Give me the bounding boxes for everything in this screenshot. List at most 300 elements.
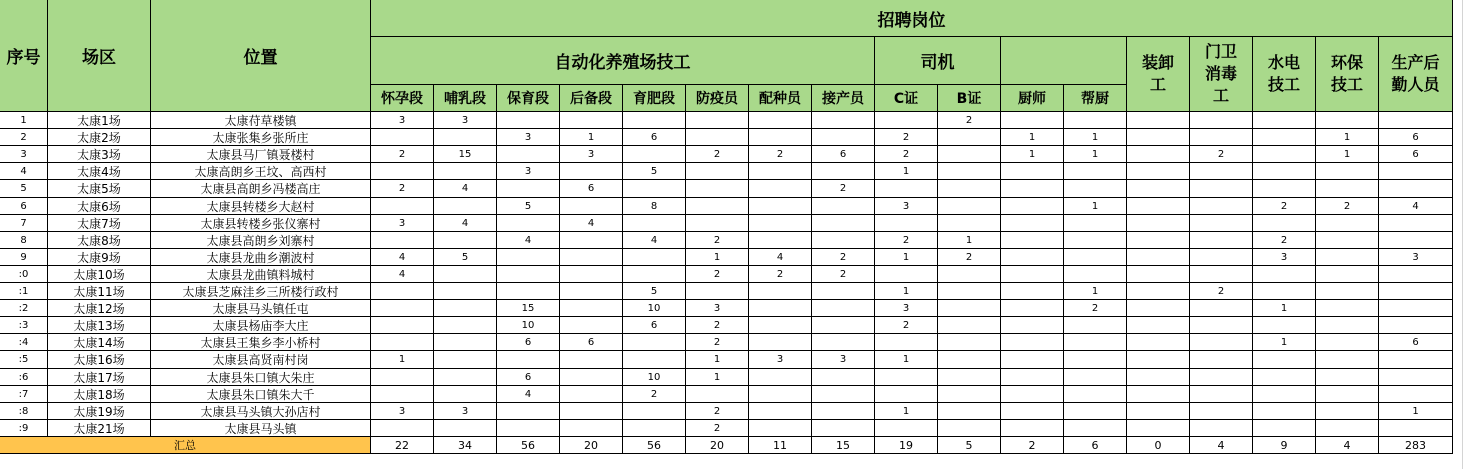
cell-value[interactable] — [371, 283, 434, 300]
cell-value[interactable] — [1190, 112, 1253, 129]
cell-value[interactable] — [875, 112, 938, 129]
cell-value[interactable] — [434, 369, 497, 386]
cell-value[interactable] — [938, 386, 1001, 403]
cell-value[interactable] — [749, 283, 812, 300]
cell-value[interactable] — [686, 112, 749, 129]
cell-value[interactable] — [1127, 317, 1190, 334]
cell-value[interactable] — [938, 369, 1001, 386]
cell-value[interactable] — [875, 215, 938, 232]
cell-value[interactable] — [434, 351, 497, 369]
cell-value[interactable] — [1127, 198, 1190, 215]
cell-value[interactable] — [812, 215, 875, 232]
cell-value[interactable] — [1064, 403, 1127, 420]
cell-area[interactable]: 太康18场 — [48, 386, 151, 403]
cell-value[interactable] — [1001, 317, 1064, 334]
cell-seq[interactable]: :9 — [0, 420, 48, 437]
cell-value[interactable] — [623, 215, 686, 232]
summary-value[interactable]: 283 — [1379, 437, 1453, 454]
summary-value[interactable]: 22 — [371, 437, 434, 454]
cell-value[interactable] — [1064, 351, 1127, 369]
header-loader[interactable]: 装卸工 — [1127, 37, 1190, 112]
cell-value[interactable]: 2 — [686, 420, 749, 437]
cell-value[interactable] — [1190, 129, 1253, 146]
cell-value[interactable] — [1064, 163, 1127, 180]
header-sub-7[interactable]: 接产员 — [812, 85, 875, 112]
cell-value[interactable] — [1127, 249, 1190, 266]
cell-seq[interactable]: :2 — [0, 300, 48, 317]
cell-value[interactable] — [371, 334, 434, 351]
header-area[interactable]: 场区 — [48, 0, 151, 112]
cell-value[interactable] — [938, 283, 1001, 300]
cell-value[interactable]: 5 — [623, 283, 686, 300]
cell-value[interactable]: 2 — [686, 334, 749, 351]
summary-value[interactable]: 34 — [434, 437, 497, 454]
cell-value[interactable] — [1379, 180, 1453, 198]
cell-value[interactable]: 2 — [1253, 232, 1316, 249]
cell-value[interactable] — [434, 420, 497, 437]
cell-value[interactable] — [434, 300, 497, 317]
cell-value[interactable]: 5 — [434, 249, 497, 266]
cell-value[interactable] — [1316, 420, 1379, 437]
cell-value[interactable]: 3 — [497, 129, 560, 146]
cell-value[interactable] — [1316, 300, 1379, 317]
cell-value[interactable] — [560, 386, 623, 403]
cell-value[interactable] — [1190, 249, 1253, 266]
cell-value[interactable]: 1 — [1253, 300, 1316, 317]
cell-value[interactable] — [1190, 420, 1253, 437]
cell-value[interactable]: 2 — [1316, 198, 1379, 215]
cell-area[interactable]: 太康17场 — [48, 369, 151, 386]
cell-value[interactable]: 1 — [875, 163, 938, 180]
cell-value[interactable] — [1379, 351, 1453, 369]
cell-value[interactable] — [749, 420, 812, 437]
cell-value[interactable]: 3 — [497, 163, 560, 180]
cell-value[interactable] — [1064, 249, 1127, 266]
cell-value[interactable] — [560, 283, 623, 300]
cell-location[interactable]: 太康县转楼乡大赵村 — [151, 198, 371, 215]
cell-value[interactable] — [938, 300, 1001, 317]
cell-value[interactable] — [875, 369, 938, 386]
cell-value[interactable]: 2 — [812, 180, 875, 198]
cell-value[interactable] — [1379, 215, 1453, 232]
cell-location[interactable]: 太康苻草楼镇 — [151, 112, 371, 129]
cell-value[interactable]: 1 — [686, 369, 749, 386]
cell-location[interactable]: 太康县马头镇 — [151, 420, 371, 437]
cell-value[interactable]: 3 — [749, 351, 812, 369]
cell-value[interactable] — [1127, 112, 1190, 129]
cell-value[interactable] — [1253, 317, 1316, 334]
summary-value[interactable]: 9 — [1253, 437, 1316, 454]
cell-value[interactable] — [749, 215, 812, 232]
cell-value[interactable]: 2 — [371, 180, 434, 198]
cell-seq[interactable]: :3 — [0, 317, 48, 334]
cell-value[interactable] — [1064, 112, 1127, 129]
cell-value[interactable] — [938, 163, 1001, 180]
cell-value[interactable] — [1001, 369, 1064, 386]
cell-value[interactable] — [1316, 180, 1379, 198]
cell-value[interactable]: 1 — [1064, 129, 1127, 146]
cell-seq[interactable]: :7 — [0, 386, 48, 403]
cell-value[interactable] — [434, 283, 497, 300]
cell-value[interactable] — [371, 198, 434, 215]
cell-value[interactable] — [560, 112, 623, 129]
cell-value[interactable]: 2 — [686, 403, 749, 420]
cell-value[interactable] — [623, 112, 686, 129]
cell-value[interactable] — [1127, 215, 1190, 232]
cell-value[interactable] — [938, 351, 1001, 369]
header-sub-10[interactable]: 厨师 — [1001, 85, 1064, 112]
cell-area[interactable]: 太康1场 — [48, 112, 151, 129]
cell-value[interactable] — [1190, 300, 1253, 317]
cell-value[interactable] — [1127, 351, 1190, 369]
cell-value[interactable] — [371, 163, 434, 180]
cell-value[interactable] — [1001, 215, 1064, 232]
cell-value[interactable]: 2 — [623, 386, 686, 403]
cell-value[interactable] — [686, 163, 749, 180]
cell-value[interactable] — [434, 163, 497, 180]
cell-value[interactable]: 5 — [623, 163, 686, 180]
cell-value[interactable] — [1379, 369, 1453, 386]
cell-value[interactable] — [1316, 112, 1379, 129]
summary-value[interactable]: 20 — [686, 437, 749, 454]
cell-value[interactable] — [1379, 232, 1453, 249]
cell-value[interactable]: 2 — [1190, 283, 1253, 300]
cell-value[interactable] — [1001, 300, 1064, 317]
cell-value[interactable] — [1190, 266, 1253, 283]
cell-value[interactable] — [1001, 420, 1064, 437]
cell-value[interactable] — [938, 317, 1001, 334]
cell-value[interactable]: 1 — [1316, 146, 1379, 163]
cell-value[interactable]: 2 — [938, 112, 1001, 129]
cell-value[interactable]: 1 — [1001, 146, 1064, 163]
cell-value[interactable] — [1379, 300, 1453, 317]
cell-value[interactable]: 1 — [1001, 129, 1064, 146]
cell-value[interactable] — [1127, 146, 1190, 163]
cell-seq[interactable]: :6 — [0, 369, 48, 386]
cell-area[interactable]: 太康7场 — [48, 215, 151, 232]
cell-value[interactable]: 2 — [749, 146, 812, 163]
cell-value[interactable] — [1253, 163, 1316, 180]
cell-value[interactable]: 1 — [1316, 129, 1379, 146]
header-location[interactable]: 位置 — [151, 0, 371, 112]
cell-area[interactable]: 太康2场 — [48, 129, 151, 146]
cell-seq[interactable]: 4 — [0, 163, 48, 180]
cell-value[interactable] — [938, 198, 1001, 215]
cell-value[interactable]: 1 — [1064, 198, 1127, 215]
header-sub-1[interactable]: 哺乳段 — [434, 85, 497, 112]
cell-value[interactable] — [1127, 334, 1190, 351]
cell-value[interactable] — [1190, 215, 1253, 232]
cell-seq[interactable]: 3 — [0, 146, 48, 163]
cell-value[interactable]: 2 — [812, 249, 875, 266]
cell-value[interactable] — [749, 300, 812, 317]
cell-value[interactable] — [371, 129, 434, 146]
cell-value[interactable]: 2 — [812, 266, 875, 283]
cell-value[interactable]: 3 — [1253, 249, 1316, 266]
cell-value[interactable] — [434, 198, 497, 215]
cell-value[interactable] — [1316, 334, 1379, 351]
cell-value[interactable] — [371, 232, 434, 249]
cell-value[interactable]: 4 — [560, 215, 623, 232]
cell-value[interactable]: 6 — [497, 334, 560, 351]
cell-value[interactable] — [812, 369, 875, 386]
cell-value[interactable] — [1253, 112, 1316, 129]
cell-value[interactable]: 2 — [686, 317, 749, 334]
cell-value[interactable] — [1253, 386, 1316, 403]
cell-value[interactable] — [1379, 112, 1453, 129]
cell-value[interactable] — [560, 403, 623, 420]
cell-value[interactable] — [1064, 266, 1127, 283]
cell-seq[interactable]: 2 — [0, 129, 48, 146]
cell-value[interactable] — [434, 266, 497, 283]
summary-value[interactable]: 4 — [1190, 437, 1253, 454]
cell-value[interactable] — [1127, 232, 1190, 249]
cell-value[interactable] — [1379, 163, 1453, 180]
cell-value[interactable] — [1064, 386, 1127, 403]
cell-value[interactable] — [1190, 317, 1253, 334]
cell-value[interactable]: 15 — [497, 300, 560, 317]
cell-value[interactable] — [686, 215, 749, 232]
cell-value[interactable] — [1127, 369, 1190, 386]
cell-seq[interactable]: 5 — [0, 180, 48, 198]
cell-value[interactable] — [686, 386, 749, 403]
cell-value[interactable] — [1379, 386, 1453, 403]
cell-value[interactable] — [497, 420, 560, 437]
cell-value[interactable] — [497, 180, 560, 198]
cell-seq[interactable]: 7 — [0, 215, 48, 232]
cell-value[interactable] — [1253, 369, 1316, 386]
summary-value[interactable]: 0 — [1127, 437, 1190, 454]
cell-value[interactable]: 3 — [560, 146, 623, 163]
cell-value[interactable] — [749, 112, 812, 129]
cell-value[interactable]: 4 — [623, 232, 686, 249]
cell-value[interactable] — [875, 334, 938, 351]
cell-value[interactable]: 2 — [875, 317, 938, 334]
summary-value[interactable]: 19 — [875, 437, 938, 454]
cell-value[interactable]: 6 — [560, 180, 623, 198]
cell-value[interactable] — [623, 420, 686, 437]
cell-value[interactable]: 2 — [749, 266, 812, 283]
cell-value[interactable] — [812, 300, 875, 317]
cell-value[interactable] — [1316, 283, 1379, 300]
cell-value[interactable]: 6 — [812, 146, 875, 163]
cell-value[interactable] — [938, 129, 1001, 146]
cell-value[interactable] — [371, 300, 434, 317]
cell-location[interactable]: 太康县龙曲乡潮波村 — [151, 249, 371, 266]
cell-location[interactable]: 太康张集乡张所庄 — [151, 129, 371, 146]
cell-value[interactable] — [1127, 300, 1190, 317]
cell-value[interactable]: 1 — [875, 249, 938, 266]
cell-value[interactable]: 2 — [875, 146, 938, 163]
cell-value[interactable] — [1001, 334, 1064, 351]
cell-value[interactable]: 10 — [623, 369, 686, 386]
cell-value[interactable] — [1253, 146, 1316, 163]
cell-value[interactable] — [560, 249, 623, 266]
cell-value[interactable] — [1064, 317, 1127, 334]
cell-value[interactable] — [1001, 283, 1064, 300]
cell-value[interactable] — [1190, 232, 1253, 249]
summary-value[interactable]: 5 — [938, 437, 1001, 454]
cell-value[interactable] — [1064, 232, 1127, 249]
header-recruit[interactable]: 招聘岗位 — [371, 0, 1453, 37]
cell-area[interactable]: 太康5场 — [48, 180, 151, 198]
cell-value[interactable] — [812, 283, 875, 300]
cell-value[interactable]: 6 — [497, 369, 560, 386]
cell-location[interactable]: 太康县马厂镇聂楼村 — [151, 146, 371, 163]
cell-value[interactable] — [749, 403, 812, 420]
cell-value[interactable]: 3 — [371, 403, 434, 420]
cell-value[interactable] — [1190, 369, 1253, 386]
cell-value[interactable] — [938, 403, 1001, 420]
cell-value[interactable] — [623, 249, 686, 266]
cell-value[interactable] — [938, 215, 1001, 232]
cell-location[interactable]: 太康县高朗乡刘寨村 — [151, 232, 371, 249]
cell-area[interactable]: 太康21场 — [48, 420, 151, 437]
cell-value[interactable] — [938, 180, 1001, 198]
cell-value[interactable] — [1001, 232, 1064, 249]
cell-value[interactable] — [1379, 317, 1453, 334]
cell-value[interactable]: 2 — [1253, 198, 1316, 215]
cell-value[interactable]: 3 — [686, 300, 749, 317]
cell-area[interactable]: 太康10场 — [48, 266, 151, 283]
cell-area[interactable]: 太康14场 — [48, 334, 151, 351]
cell-value[interactable]: 2 — [371, 146, 434, 163]
cell-value[interactable] — [749, 129, 812, 146]
cell-value[interactable] — [1379, 420, 1453, 437]
cell-value[interactable]: 4 — [497, 386, 560, 403]
cell-value[interactable] — [1253, 403, 1316, 420]
cell-value[interactable]: 6 — [623, 129, 686, 146]
cell-value[interactable]: 3 — [371, 112, 434, 129]
cell-value[interactable] — [623, 180, 686, 198]
header-sub-5[interactable]: 防疫员 — [686, 85, 749, 112]
cell-location[interactable]: 太康县杨庙李大庄 — [151, 317, 371, 334]
cell-value[interactable] — [749, 180, 812, 198]
cell-value[interactable]: 1 — [1064, 283, 1127, 300]
cell-value[interactable]: 4 — [749, 249, 812, 266]
cell-value[interactable]: 1 — [938, 232, 1001, 249]
cell-value[interactable]: 1 — [560, 129, 623, 146]
cell-value[interactable] — [938, 146, 1001, 163]
summary-value[interactable]: 56 — [497, 437, 560, 454]
cell-value[interactable] — [1316, 266, 1379, 283]
cell-value[interactable]: 3 — [875, 198, 938, 215]
cell-value[interactable]: 2 — [686, 266, 749, 283]
cell-value[interactable] — [875, 266, 938, 283]
cell-value[interactable] — [749, 334, 812, 351]
cell-value[interactable] — [560, 420, 623, 437]
header-sub-11[interactable]: 帮厨 — [1064, 85, 1127, 112]
header-sub-8[interactable]: C证 — [875, 85, 938, 112]
cell-seq[interactable]: 6 — [0, 198, 48, 215]
cell-value[interactable] — [812, 112, 875, 129]
cell-value[interactable]: 3 — [371, 215, 434, 232]
cell-value[interactable]: 10 — [497, 317, 560, 334]
cell-value[interactable] — [812, 198, 875, 215]
cell-location[interactable]: 太康县马头镇任屯 — [151, 300, 371, 317]
cell-value[interactable] — [1001, 386, 1064, 403]
cell-value[interactable] — [371, 386, 434, 403]
cell-value[interactable] — [1064, 369, 1127, 386]
cell-area[interactable]: 太康6场 — [48, 198, 151, 215]
cell-value[interactable] — [1316, 249, 1379, 266]
cell-value[interactable] — [1316, 369, 1379, 386]
cell-value[interactable] — [1316, 351, 1379, 369]
cell-value[interactable] — [686, 283, 749, 300]
summary-value[interactable]: 11 — [749, 437, 812, 454]
header-seq[interactable]: 序号 — [0, 0, 48, 112]
cell-value[interactable] — [686, 198, 749, 215]
cell-value[interactable] — [1253, 129, 1316, 146]
header-sub-6[interactable]: 配种员 — [749, 85, 812, 112]
header-sub-4[interactable]: 育肥段 — [623, 85, 686, 112]
cell-value[interactable]: 15 — [434, 146, 497, 163]
cell-value[interactable]: 1 — [686, 249, 749, 266]
cell-value[interactable] — [1316, 215, 1379, 232]
cell-value[interactable] — [1190, 163, 1253, 180]
cell-value[interactable]: 1 — [875, 403, 938, 420]
cell-value[interactable] — [749, 232, 812, 249]
cell-value[interactable]: 3 — [434, 112, 497, 129]
cell-value[interactable] — [749, 163, 812, 180]
summary-value[interactable]: 56 — [623, 437, 686, 454]
cell-value[interactable]: 1 — [875, 351, 938, 369]
cell-location[interactable]: 太康高朗乡王坟、高西村 — [151, 163, 371, 180]
cell-location[interactable]: 太康县转楼乡张仪寨村 — [151, 215, 371, 232]
cell-value[interactable] — [497, 146, 560, 163]
cell-value[interactable]: 2 — [1064, 300, 1127, 317]
cell-value[interactable]: 1 — [1379, 403, 1453, 420]
cell-value[interactable]: 3 — [434, 403, 497, 420]
cell-value[interactable] — [497, 215, 560, 232]
header-eco[interactable]: 环保技工 — [1316, 37, 1379, 112]
summary-value[interactable]: 15 — [812, 437, 875, 454]
cell-value[interactable] — [1316, 386, 1379, 403]
cell-value[interactable] — [623, 334, 686, 351]
cell-value[interactable] — [1190, 180, 1253, 198]
cell-value[interactable]: 10 — [623, 300, 686, 317]
cell-value[interactable]: 4 — [434, 215, 497, 232]
cell-value[interactable] — [1064, 420, 1127, 437]
cell-value[interactable] — [1127, 283, 1190, 300]
cell-seq[interactable]: :4 — [0, 334, 48, 351]
cell-value[interactable] — [812, 232, 875, 249]
cell-value[interactable]: 6 — [623, 317, 686, 334]
cell-seq[interactable]: :1 — [0, 283, 48, 300]
cell-value[interactable] — [875, 420, 938, 437]
cell-area[interactable]: 太康13场 — [48, 317, 151, 334]
cell-value[interactable]: 2 — [686, 232, 749, 249]
cell-location[interactable]: 太康县芝麻洼乡三所楼行政村 — [151, 283, 371, 300]
cell-value[interactable] — [686, 129, 749, 146]
cell-value[interactable]: 8 — [623, 198, 686, 215]
cell-value[interactable] — [1001, 403, 1064, 420]
cell-value[interactable]: 1 — [686, 351, 749, 369]
cell-value[interactable] — [371, 369, 434, 386]
cell-value[interactable]: 6 — [1379, 334, 1453, 351]
cell-value[interactable] — [497, 112, 560, 129]
cell-value[interactable]: 1 — [1253, 334, 1316, 351]
cell-value[interactable] — [1253, 283, 1316, 300]
header-group-driver[interactable]: 司机 — [875, 37, 1001, 85]
cell-value[interactable] — [1127, 386, 1190, 403]
cell-location[interactable]: 太康县王集乡李小桥村 — [151, 334, 371, 351]
header-sub-9[interactable]: B证 — [938, 85, 1001, 112]
cell-value[interactable] — [560, 163, 623, 180]
cell-value[interactable] — [560, 300, 623, 317]
cell-value[interactable] — [938, 266, 1001, 283]
cell-location[interactable]: 太康县朱口镇大朱庄 — [151, 369, 371, 386]
